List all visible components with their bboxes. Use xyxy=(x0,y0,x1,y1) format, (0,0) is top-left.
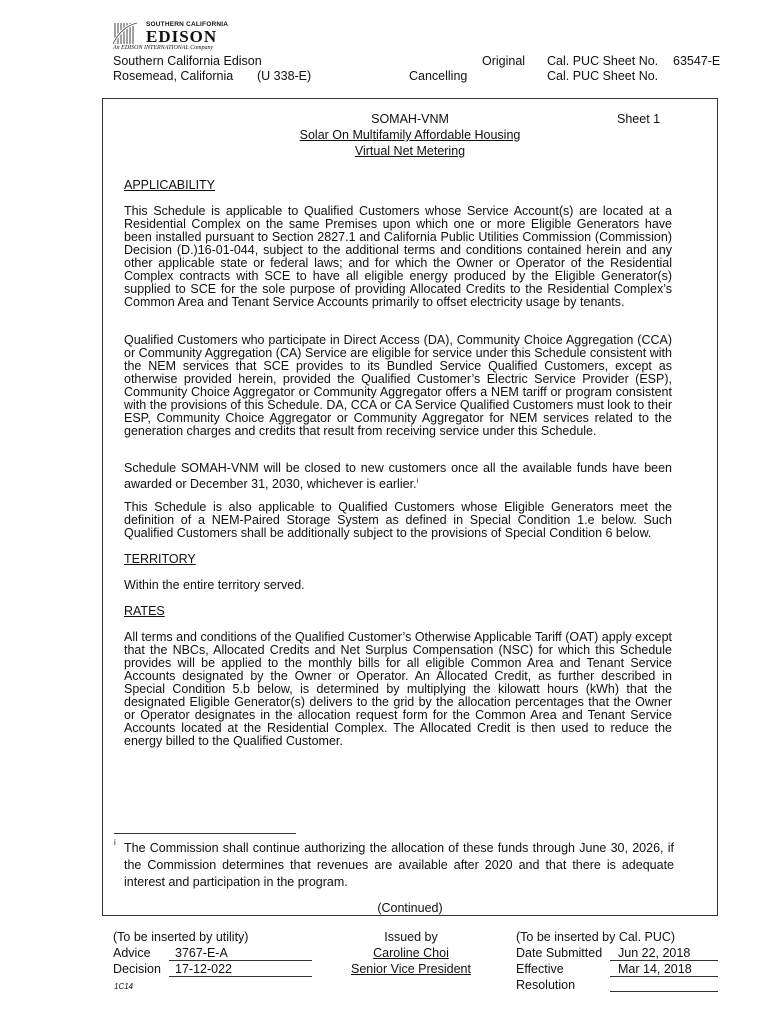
edison-logo-emblem-icon xyxy=(113,21,143,45)
schedule-title: SOMAH-VNM xyxy=(371,112,449,126)
header-city: Rosemead, California xyxy=(113,69,234,83)
header-company: Southern California Edison xyxy=(113,54,262,68)
header-sheet-number: 63547-E xyxy=(673,54,721,68)
applicability-paragraph-2: Qualified Customers who participate in Direct Access (DA), Community Choice Aggregation (CCA) or Community Aggregation (CA) Service are eligible for service under this Schedule consistent with the NEM services that SCE provides to its Bundled Service Qualified Customers, except as otherwise provided herein, provided the Qualified Customer’s Electric Service Provider (ESP), Community Choice Aggregator or Community Aggregator offers a NEM tariff or program consistent with the provisions of this Schedule. DA, CCA or CA Service Qualified Customers must look to their ESP, Community Choice Aggregator or Community Aggregator for NEM services related to the generation charges and credits that result from receiving service under this Schedule. xyxy=(124,333,672,438)
header-sheet-label-cancelling: Cal. PUC Sheet No. xyxy=(547,69,659,83)
decision-label: Decision xyxy=(113,962,161,976)
header-original: Original xyxy=(482,54,526,68)
advice-label: Advice xyxy=(113,946,151,960)
footnote-divider xyxy=(114,833,296,834)
logo-wordmark: EDISON xyxy=(146,27,218,46)
logo-company-line: SOUTHERN CALIFORNIA xyxy=(146,21,229,28)
form-code: 1C14 xyxy=(114,982,134,991)
sheet-number-label: Sheet 1 xyxy=(617,112,661,126)
advice-value: 3767-E-A xyxy=(169,946,312,961)
footer-cpuc-title: (To be inserted by Cal. PUC) xyxy=(516,930,676,944)
closure-text: Schedule SOMAH-VNM will be closed to new customers once all the available funds have been awarded or December 31, 2030, whichever is earlier. xyxy=(124,461,672,492)
logo-tagline: An EDISON INTERNATIONAL Company xyxy=(113,45,214,51)
date-submitted-label: Date Submitted xyxy=(516,946,603,960)
applicability-paragraph-3 xyxy=(124,462,672,491)
resolution-value xyxy=(610,978,718,992)
footnote-text: The Commission shall continue authorizing the allocation of these funds through June 30, 2026, if the Commission determines that revenues are available after 2020 and that there is adequate interest and participation in the program. xyxy=(124,841,674,889)
issued-by-label: Issued by xyxy=(384,930,438,944)
header-sheet-label-original: Cal. PUC Sheet No. xyxy=(547,54,659,68)
territory-text: Within the entire territory served. xyxy=(124,578,305,592)
applicability-paragraph-1: This Schedule is applicable to Qualified Customers whose Service Account(s) are located at a Residential Complex on the same Premises upon which one or more Eligible Generators have been installed pursuant to Section 2827.1 and California Public Utilities Commission (Commission) Decision (D.)16-01-044, subject to the additional terms and conditions contained herein and any other applicable state or federal laws; and for which the Owner or Operator of the Residential Complex contracts with SCE to have all eligible energy produced by the Eligible Generator(s) supplied to SCE for the sole purpose of providing Allocated Credits to the Residential Complex’s Common Area and Tenant Service Accounts primarily to offset electricity usage by tenants. xyxy=(124,204,672,309)
footer-utility-title: (To be inserted by utility) xyxy=(113,930,249,944)
schedule-subtitle-1: Solar On Multifamily Affordable Housing xyxy=(299,128,521,142)
footnote-mark: i xyxy=(114,838,116,847)
footnote-reference: i xyxy=(416,478,419,485)
header-utility-id: (U 338-E) xyxy=(257,69,312,83)
resolution-label: Resolution xyxy=(516,978,576,992)
header-cancelling: Cancelling xyxy=(409,69,468,83)
effective-label: Effective xyxy=(516,962,564,976)
schedule-subtitle-2: Virtual Net Metering xyxy=(354,144,466,158)
applicability-paragraph-4: This Schedule is also applicable to Qualified Customers whose Eligible Generators meet the definition of a NEM-Paired Storage System as defined in Special Condition 1.e below. Such Qualified Customers shall be additionally subject to the provisions of Special Condition 6 below. xyxy=(124,500,672,540)
decision-value: 17-12-022 xyxy=(169,962,312,977)
issuer-name: Caroline Choi xyxy=(373,946,449,960)
heading-rates: RATES xyxy=(124,604,165,618)
effective-value: Mar 14, 2018 xyxy=(610,962,718,977)
heading-territory: TERRITORY xyxy=(124,552,196,566)
issuer-title: Senior Vice President xyxy=(351,962,471,976)
rates-paragraph: All terms and conditions of the Qualified Customer’s Otherwise Applicable Tariff (OAT) apply except that the NBCs, Allocated Credits and Net Surplus Compensation (NSC) for which this Schedule provides will be applied to the monthly bills for all eligible Common Area and Tenant Service Accounts designated by the Owner or Operator. An Allocated Credit, as further described in Special Condition 5.b below, is determined by multiplying the kilowatt hours (kWh) that the designated Eligible Generator(s) delivers to the grid by the allocation percentages that the Owner or Operator designates in the allocation request form for the Common Area and Tenant Service Accounts located at the Residential Complex. The Allocated Credit is then used to reduce the energy billed to the Qualified Customer. xyxy=(124,630,672,748)
heading-applicability: APPLICABILITY xyxy=(124,178,216,192)
date-submitted-value: Jun 22, 2018 xyxy=(610,946,718,961)
continued-label: (Continued) xyxy=(377,901,443,915)
